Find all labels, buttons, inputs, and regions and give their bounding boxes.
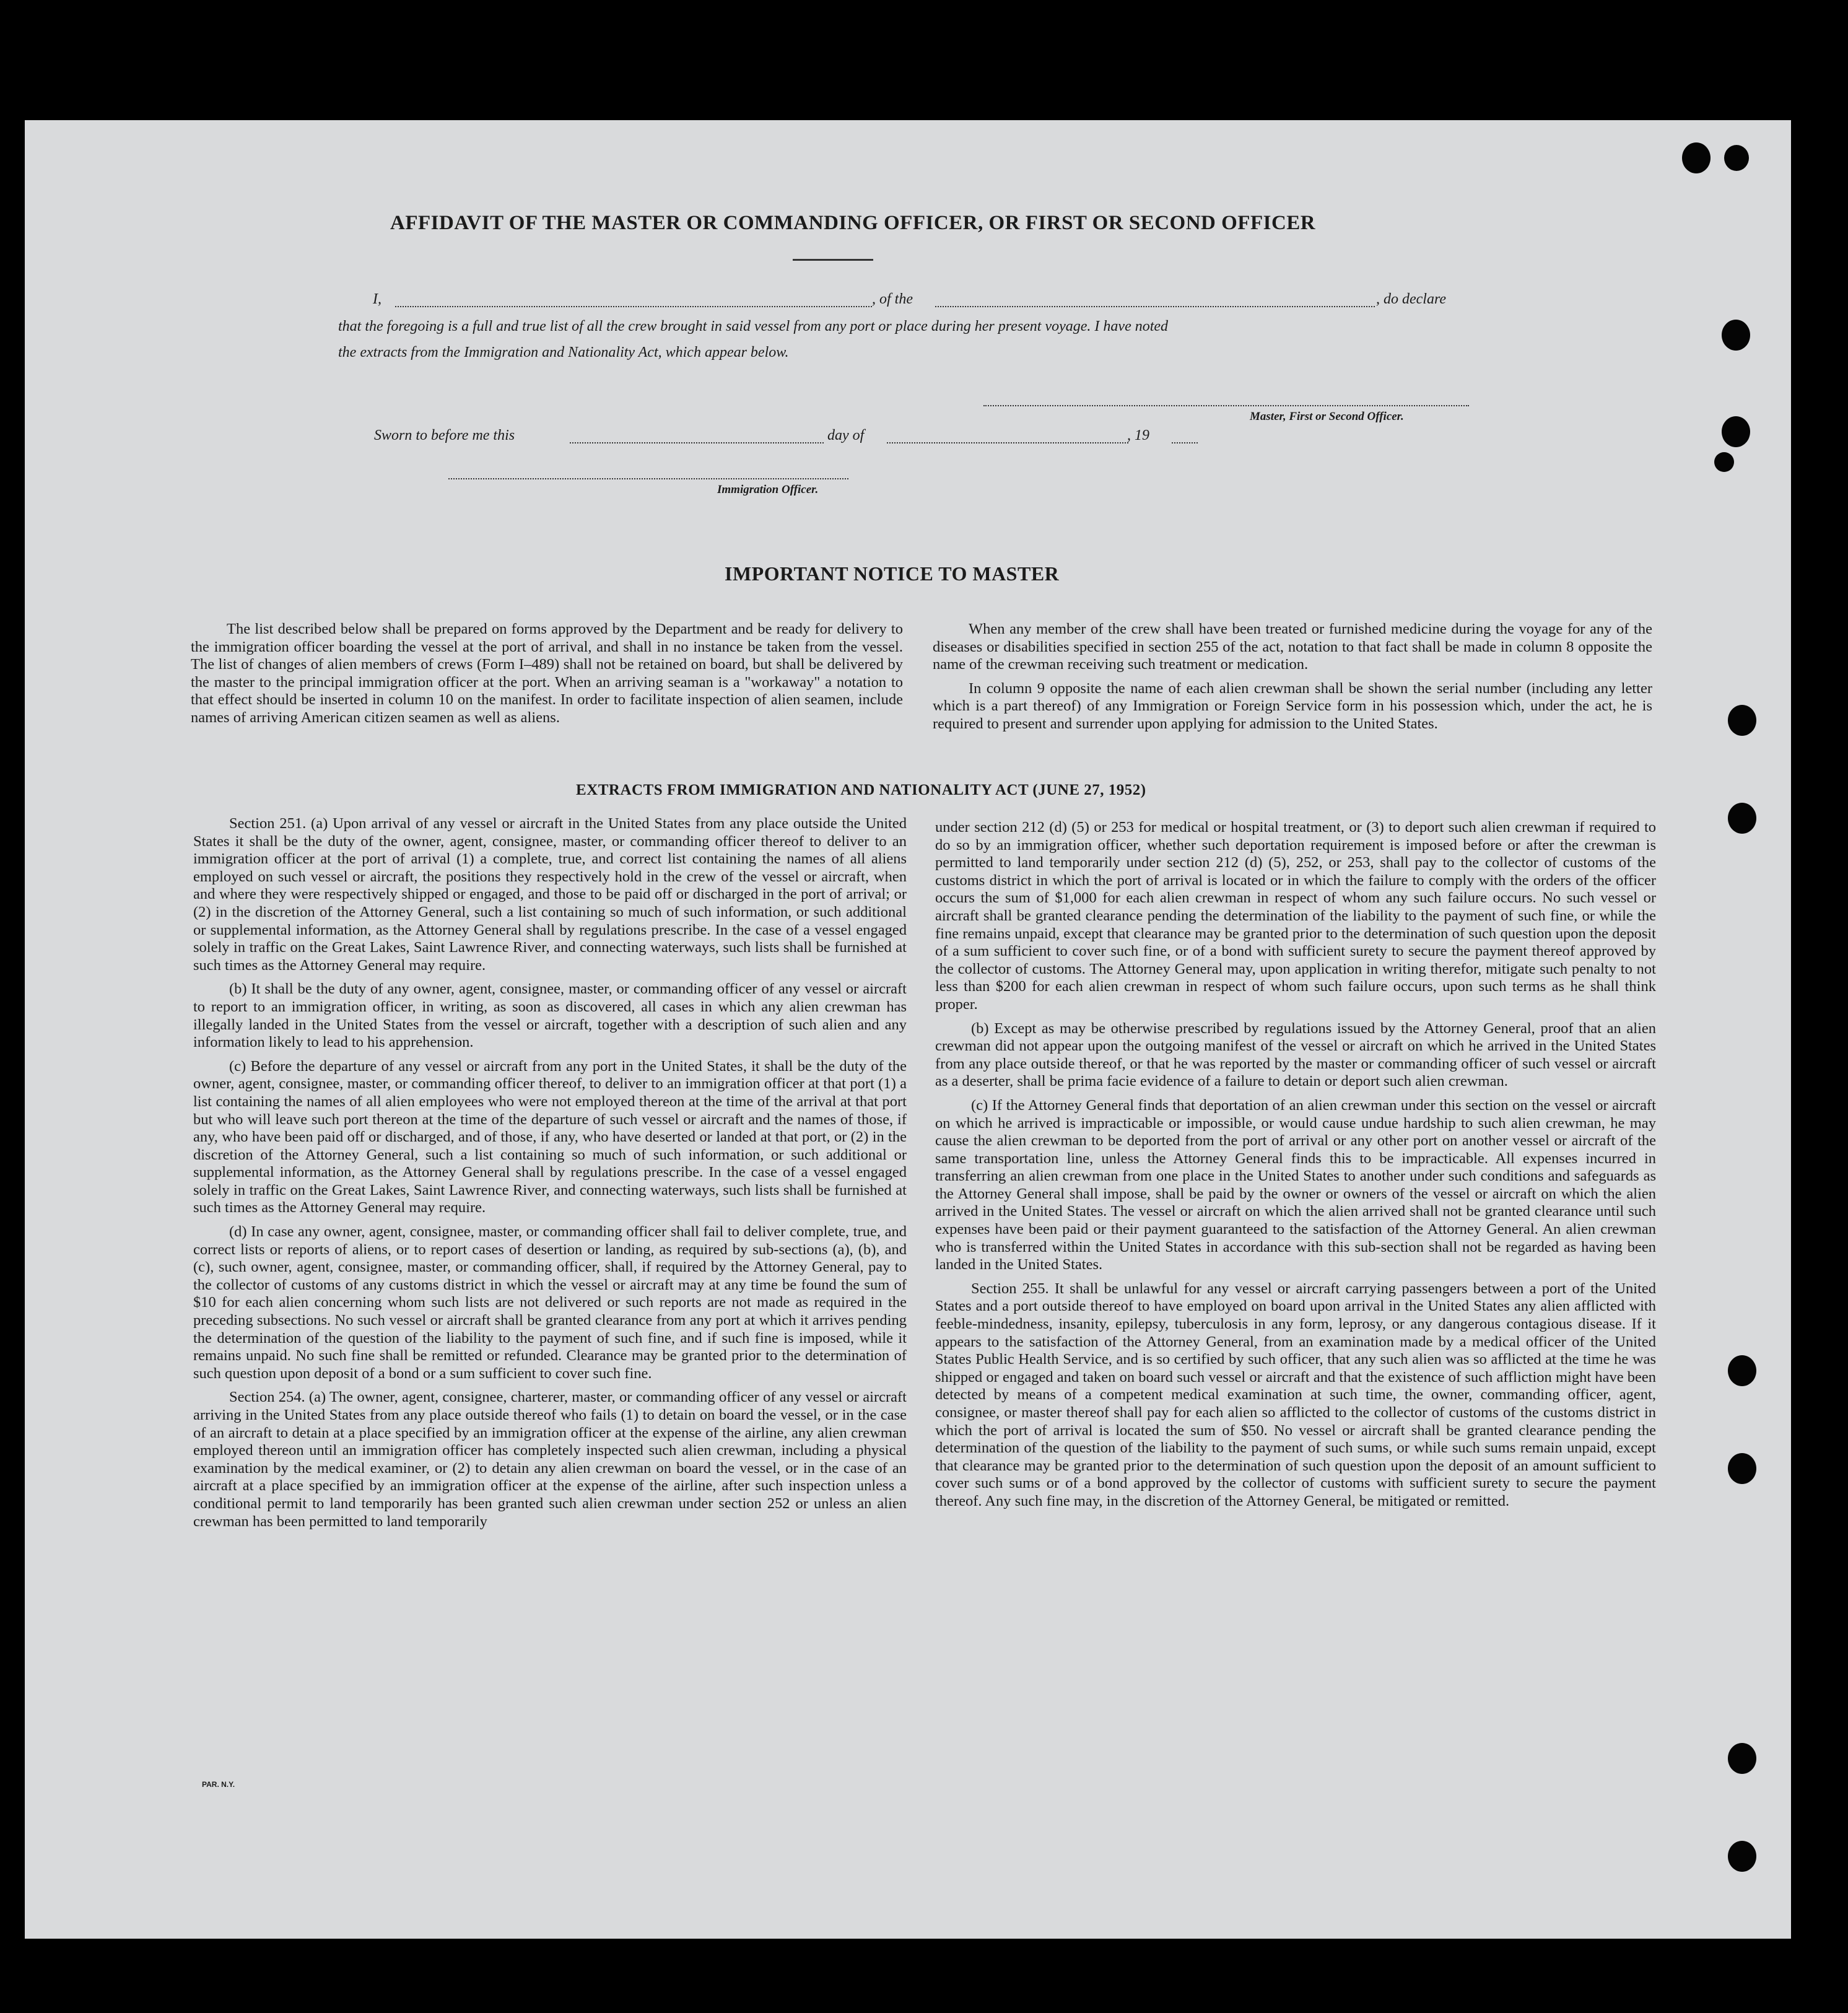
extracts-left-column [193, 815, 907, 1537]
section-251-d: (d) In case any owner, agent, consignee, master, or commanding officer shall fail to deliver complete, true, and correct lists or reports of aliens, or to report cases of desertion or landing, as required by sub-sections (a), (b), and (c), such owner, agent, consignee, master, or commanding officer, shall, if required by the Attorney General, pay to the collector of customs of any customs district in which the vessel or aircraft may at any time be found the sum of $10 for each alien concerning whom such lists are not delivered or such reports are not made as required in the preceding subsections. No such vessel or aircraft shall be granted clearance from any port at which it arrives pending the determination of the question of the liability to the payment of such fine, and if such fine is imposed, while it remains unpaid. No such fine shall be remitted or refunded. Clearance may be granted prior to the determination of such question upon deposit of a bond or a sum sufficient to cover such fine. [193, 1223, 907, 1382]
punch-hole [1724, 145, 1749, 171]
section-251-c: (c) Before the departure of any vessel or aircraft from any port in the United States, it shall be the duty of the owner, agent, consignee, master, or commanding officer thereof, to deliver to an immigration officer at that port (1) a list containing the names of all alien employees who were not employed thereon at the time of the arrival at that port but who will leave such port thereon at the time of the departure of such vessel or aircraft and the names of those, if any, who have been paid off or discharged, and of those, if any, who have deserted or landed at that port, or (2) in the discretion of the Attorney General, such a list containing so much of such information, or such additional or supplemental information, as the Attorney General shall by regulations prescribe. In the case of a vessel engaged solely in traffic on the Great Lakes, Saint Lawrence River, and connecting waterways, such lists shall be furnished at such times as the Attorney General may require. [193, 1057, 907, 1216]
punch-hole [1714, 452, 1734, 472]
year-label: , 19 [1127, 427, 1149, 443]
punch-hole [1728, 1743, 1756, 1774]
sworn-month-field[interactable] [887, 442, 1128, 443]
title-rule [793, 259, 873, 261]
section-251-a: Section 251. (a) Upon arrival of any vessel or aircraft in the United States from any place outside the United States it shall be the duty of the owner, agent, consignee, master, or commanding officer thereof to deliver to an immigration officer at the port of arrival (1) a complete, true, and correct list containing the names of all aliens employed on such vessel or aircraft, the positions they respectively hold in the crew of the vessel or aircraft, when and where they were respectively shipped or engaged, and those to be paid off or discharged in the port of arrival; or (2) in the discretion of the Attorney General, such a list containing so much of such information, or such additional or supplemental information, as the Attorney General shall by regulations prescribe. In the case of a vessel engaged solely in traffic on the Great Lakes, Saint Lawrence River, and connecting waterways, such lists shall be furnished at such times as the Attorney General may require. [193, 815, 907, 974]
punch-hole [1728, 1841, 1756, 1872]
declarant-name-field[interactable] [395, 306, 872, 307]
punch-hole [1728, 705, 1756, 736]
master-signature-field[interactable] [983, 405, 1469, 406]
punch-hole [1728, 803, 1756, 834]
vessel-name-field[interactable] [935, 306, 1375, 307]
do-declare-label: , do declare [1376, 291, 1447, 307]
notice-right-paragraph-2: In column 9 opposite the name of each alien crewman shall be shown the serial number (including any letter which is a part thereof) of any Immigration or Foreign Service form in his possession which, under the act, he is required to present and surrender upon applying for admission to the United States. [933, 679, 1652, 732]
sworn-day-field[interactable] [570, 442, 824, 443]
immigration-officer-caption: Immigration Officer. [717, 483, 819, 496]
notice-left-paragraph: The list described below shall be prepared on forms approved by the Department and be ready for delivery to the immigration officer boarding the vessel at the port of arrival, and shall in no instance be taken from the vessel. The list of changes of alien members of crews (Form I–489) shall not be retained on board, but shall be delivered by the master to the principal immigration officer at the port. When an arriving seaman is a "workaway" a notation to that effect should be inserted in column 10 on the manifest. In order to facilitate inspection of alien seamen, include names of arriving American citizen seamen as well as aliens. [191, 621, 903, 726]
section-254-b: (b) Except as may be otherwise prescribed by regulations issued by the Attorney General, proof that an alien crewman did not appear upon the outgoing manifest of the vessel or aircraft on which he arrived in the United States from any place outside thereof, or that he was reported by the master or commanding officer of such vessel or aircraft as a deserter, shall be prima facie evidence of a failure to detain or deport such alien crewman. [935, 1020, 1656, 1090]
of-the-label: , of the [872, 291, 913, 307]
declaration-line-3: the extracts from the Immigration and Nationality Act, which appear below. [338, 344, 789, 360]
master-signature-caption: Master, First or Second Officer. [1250, 410, 1404, 423]
notice-right-column [933, 621, 1652, 740]
affidavit-title: AFFIDAVIT OF THE MASTER OR COMMANDING OFFICER, OR FIRST OR SECOND OFFICER [390, 212, 1316, 234]
sworn-year-field[interactable] [1172, 442, 1198, 443]
document-page [25, 120, 1791, 1939]
punch-hole [1728, 1453, 1756, 1484]
notice-title: IMPORTANT NOTICE TO MASTER [725, 562, 1060, 585]
extracts-right-column [935, 819, 1656, 1517]
section-254-a: Section 254. (a) The owner, agent, consignee, charterer, master, or commanding officer of any vessel or aircraft arriving in the United States from any place outside thereof who fails (1) to detain on board the vessel, or in the case of an aircraft to detain at a place specified by an immigration officer at the expense of the airline, any alien crewman employed thereon until an immigration officer has completely inspected such alien crewman, including a physical examination by the medical examiner, or (2) to detain any alien crewman on board the vessel, or in the case of an aircraft at a place specified by an immigration officer at the expense of the airline, after such inspection unless a conditional permit to land temporarily has been granted such alien crewman under section 252 or unless an alien crewman has been permitted to land temporarily [193, 1389, 907, 1530]
declaration-line-2: that the foregoing is a full and true list of all the crew brought in said vessel from any port or place during her present voyage. I have noted [338, 318, 1169, 334]
section-254-c: (c) If the Attorney General finds that deportation of an alien crewman under this section on the vessel or aircraft on which he arrived is impracticable or impossible, or would cause undue hardship to such alien crewman, he may cause the alien crewman to be deported from the port of arrival or any other port on another vessel or aircraft of the same transportation line, unless the Attorney General finds this to be impracticable. All expenses incurred in transferring an alien crewman from one place in the United States to another under such conditions and safeguards as the Attorney General shall impose, shall be paid by the owner or owners of the vessel or aircraft on which the alien arrived in the United States. The vessel or aircraft on which the alien arrived shall not be granted clearance until such expenses have been paid or their payment guaranteed to the satisfaction of the Attorney General. An alien crewman who is transferred within the United States in accordance with this sub-section shall not be regarded as having been landed in the United States. [935, 1096, 1656, 1273]
punch-hole [1722, 320, 1750, 351]
punch-hole [1728, 1355, 1756, 1386]
immigration-officer-signature-field[interactable] [448, 478, 848, 479]
day-of-label: day of [827, 427, 865, 443]
section-255: Section 255. It shall be unlawful for any vessel or aircraft carrying passengers between a port of the United States and a port outside thereof to have employed on board upon arrival in the United States any alien afflicted with feeble-mindedness, insanity, epilepsy, tuberculosis in any form, leprosy, or any dangerous contagious disease. If it appears to the satisfaction of the Attorney General, from an examination made by a medical officer of the United States Public Health Service, and is so certified by such officer, that any such alien was so afflicted at the time he was shipped or engaged and taken on board such vessel or aircraft and that the existence of such affliction might have been detected by means of a competent medical examination at such time, the owner, commanding officer, agent, consignee, or master thereof shall pay for each alien so afflicted to the collector of customs of the customs district in which the port of arrival is located the sum of $50. No vessel or aircraft shall be granted clearance pending the determination of the question of the liability to the payment of such sums, or while such sums remain unpaid, except that clearance may be granted prior to the determination of such question upon the deposit of an amount sufficient to cover such sums or of a bond approved by the collector of customs with sufficient surety to secure the payment thereof. Any such fine may, in the discretion of the Attorney General, be mitigated or remitted. [935, 1280, 1656, 1509]
punch-hole [1682, 142, 1711, 173]
declarant-label: I, [373, 291, 381, 307]
printer-mark: PAR. N.Y. [202, 1780, 235, 1789]
extracts-title: EXTRACTS FROM IMMIGRATION AND NATIONALITY ACT (JUNE 27, 1952) [576, 782, 1146, 798]
notice-left-column [191, 621, 903, 733]
section-251-b: (b) It shall be the duty of any owner, agent, consignee, master, or commanding officer of any vessel or aircraft to report to an immigration officer, in writing, as soon as discovered, all cases in which any alien crewman has illegally landed in the United States from the vessel or aircraft, together with a description of such alien and any information likely to lead to his apprehension. [193, 980, 907, 1051]
sworn-label: Sworn to before me this [374, 427, 515, 443]
section-254-a-continued: under section 212 (d) (5) or 253 for medical or hospital treatment, or (3) to deport such alien crewman if required to do so by an immigration officer, whether such deportation requirement is imposed before or after the crewman is permitted to land temporarily under section 212 (d) (5), 252, or 253, shall pay to the collector of customs of the customs district in which the port of arrival is located or in which the failure to comply with the orders of the officer occurs the sum of $1,000 for each alien crewman in respect of whom any such failure occurs. No such vessel or aircraft shall be granted clearance pending the determination of the liability to the payment of such fine, or while the fine remains unpaid, except that clearance may be granted prior to the determination of such question upon the deposit of a sum sufficient to cover such fine, or of a bond with sufficient surety to secure the payment thereof approved by the collector of customs. The Attorney General may, upon application in writing therefor, mitigate such penalty to not less than $200 for each alien crewman in respect of whom such failure occurs, upon such terms as he shall think proper. [935, 819, 1656, 1013]
punch-hole [1722, 416, 1750, 447]
notice-right-paragraph-1: When any member of the crew shall have been treated or furnished medicine during the voyage for any of the diseases or disabilities specified in section 255 of the act, notation to that fact shall be made in column 8 opposite the name of the crewman receiving such treatment or medication. [933, 621, 1652, 673]
